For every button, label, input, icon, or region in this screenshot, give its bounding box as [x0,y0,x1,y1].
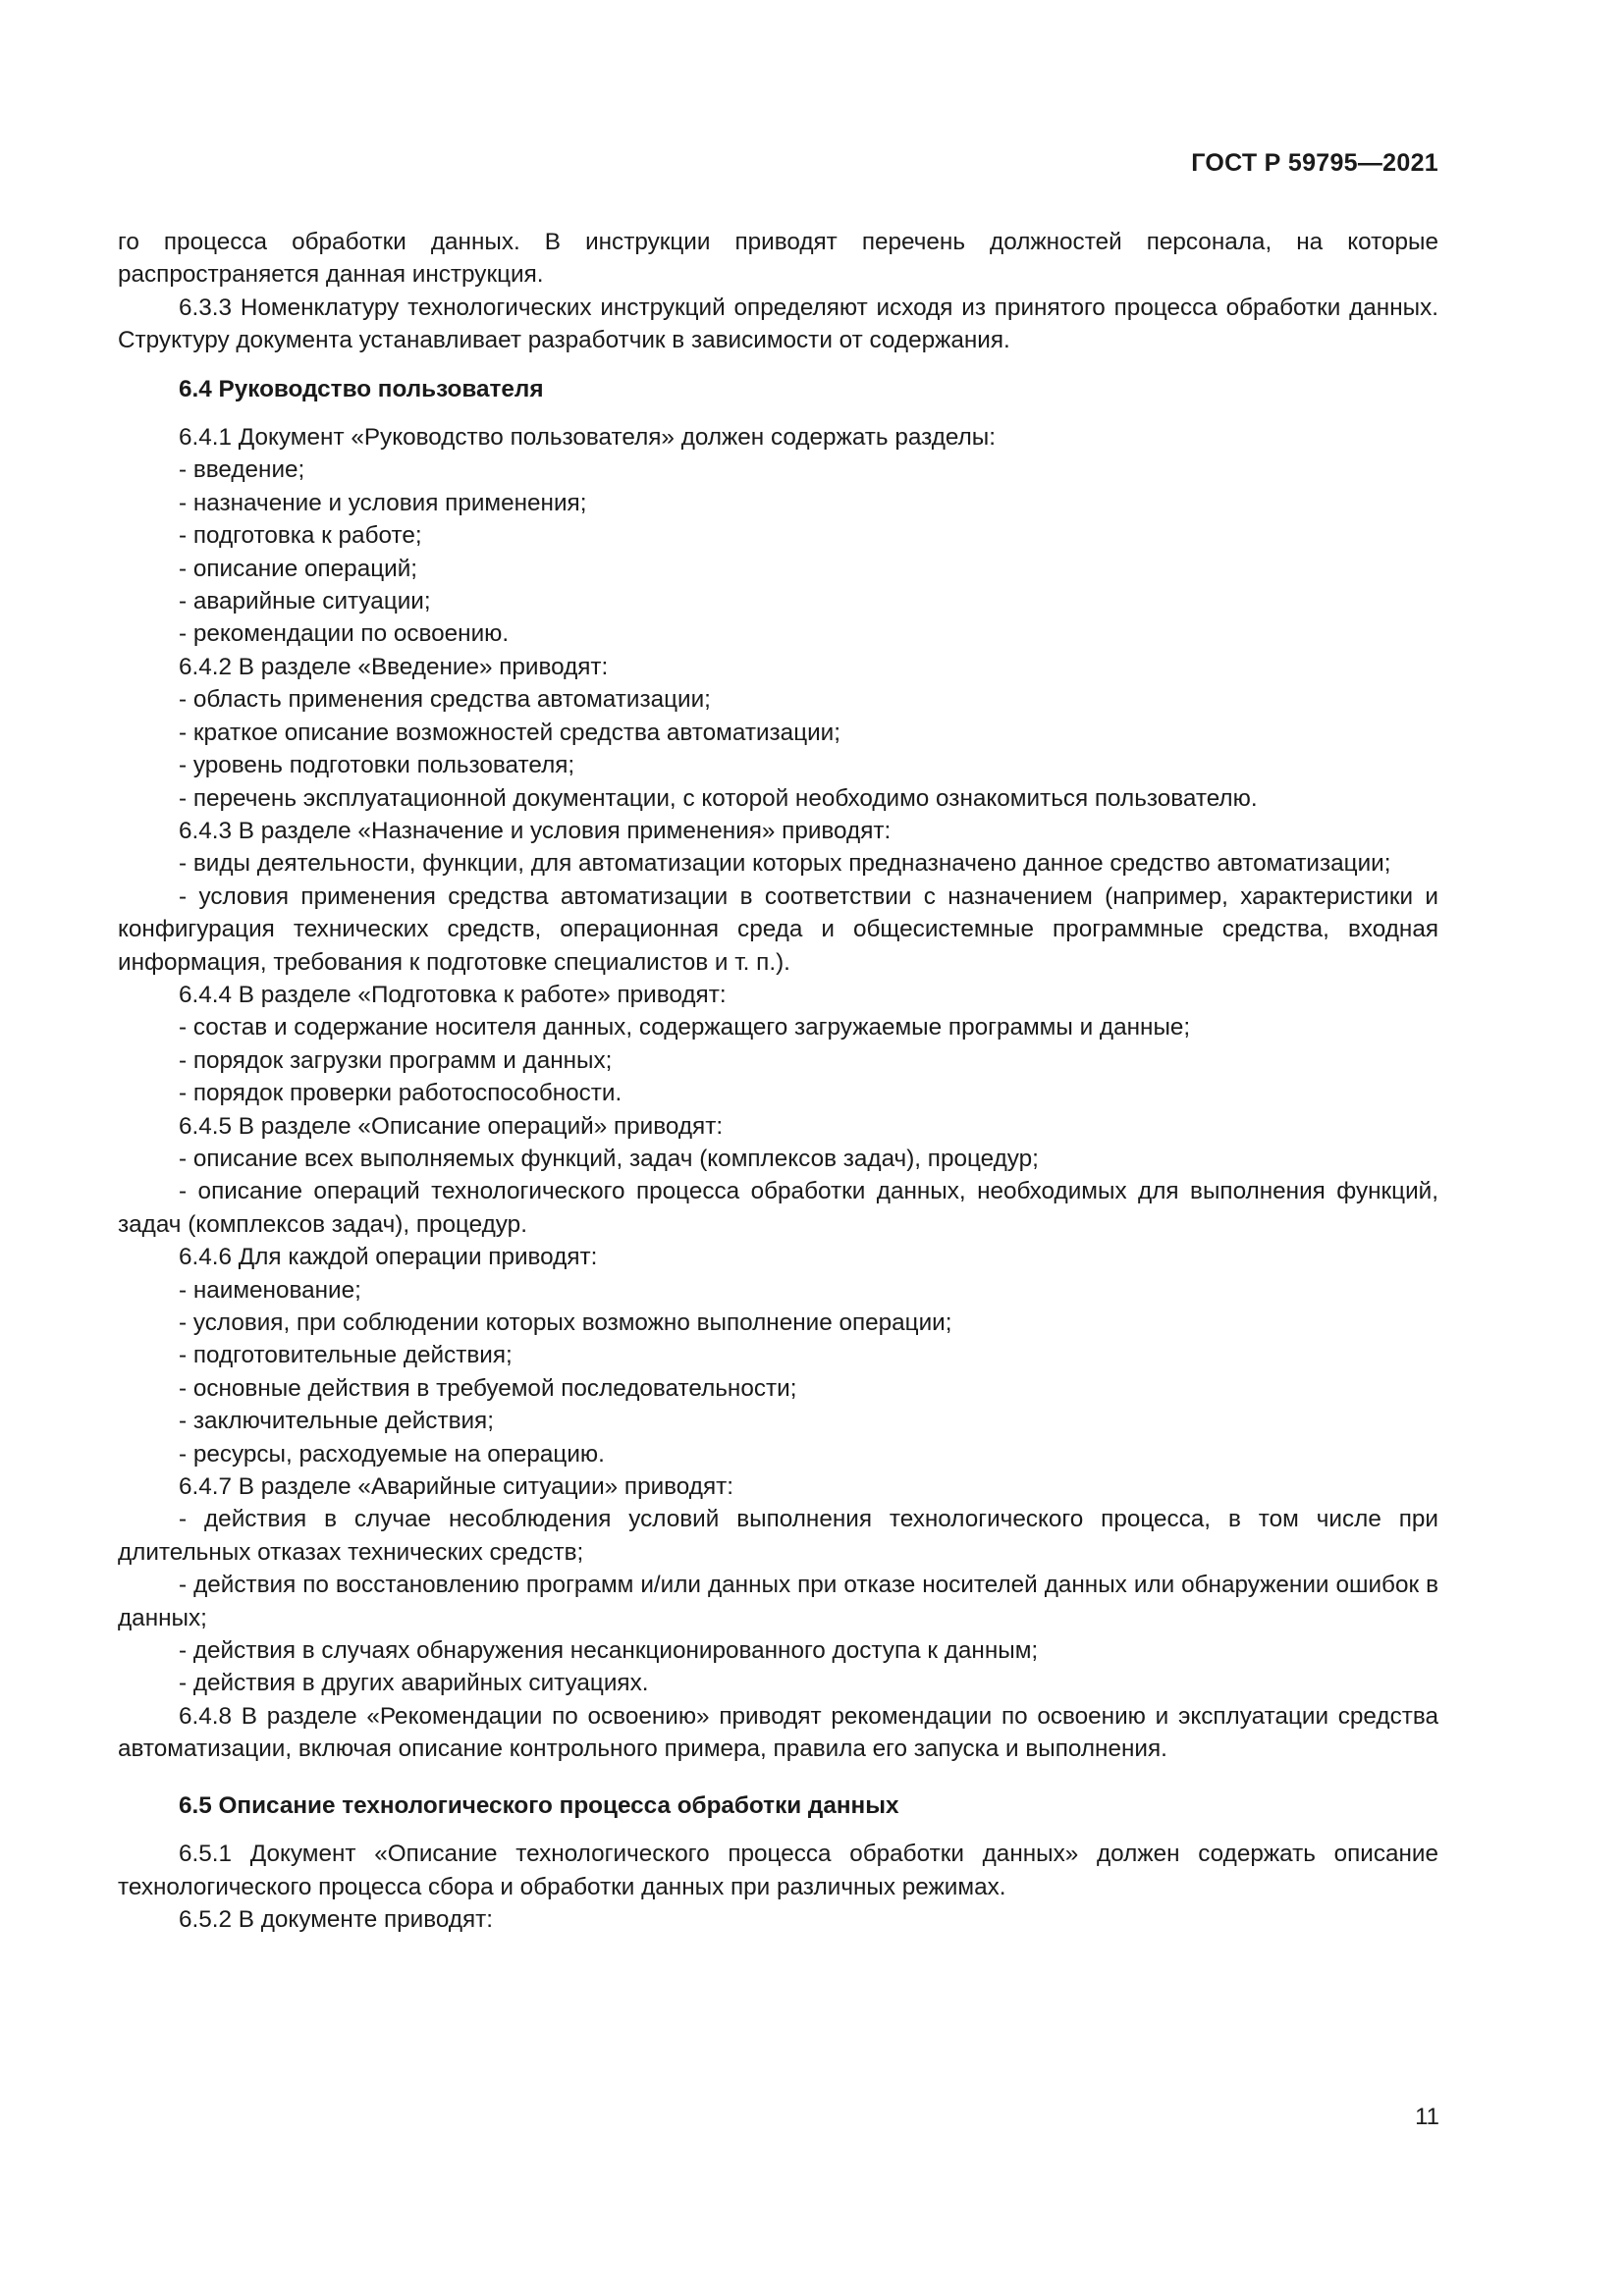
list-item: - краткое описание возможностей средства автоматизации; [179,719,841,746]
paragraph: 6.4.2 В разделе «Введение» приводят: [179,653,609,680]
paragraph: 6.4.4 В разделе «Подготовка к работе» приводят: [179,981,727,1008]
paragraph: 6.5.2 В документе приводят: [179,1905,494,1933]
list-item: - описание всех выполняемых функций, задач (комплексов задач), процедур; [179,1145,1039,1172]
page-number: 11 [1415,2104,1439,2130]
list-item: - ресурсы, расходуемые на операцию. [179,1440,605,1468]
list-item: - назначение и условия применения; [179,489,587,516]
list-item: - заключительные действия; [179,1408,494,1435]
paragraph: го процесса обработки данных. В инструкции приводят перечень должностей персонала, на которые распространяется данная инструкция. [118,229,1438,289]
paragraph: 6.4.5 В разделе «Описание операций» приводят: [179,1112,724,1140]
list-item: - подготовительные действия; [179,1342,513,1369]
list-item: - перечень эксплуатационной документации, с которой необходимо ознакомиться пользователю. [179,784,1258,812]
list-item: - описание операций; [179,555,418,582]
paragraph: 6.3.3 Номенклатуру технологических инструкций определяют исходя из принятого процесса обработки данных. Структуру документа устанавливает разработчик в зависимости от содержания. [118,294,1438,354]
list-item: - основные действия в требуемой последовательности; [179,1374,797,1402]
list-item: - наименование; [179,1276,361,1304]
list-item: - виды деятельности, функции, для автоматизации которых предназначено данное средство автоматизации; [179,850,1391,878]
section-heading: 6.5 Описание технологического процесса обработки данных [179,1791,899,1819]
list-item: - порядок проверки работоспособности. [179,1080,623,1107]
list-item: - условия, при соблюдении которых возможно выполнение операции; [179,1309,952,1336]
list-item: - введение; [179,456,305,484]
list-item: - область применения средства автоматизации; [179,686,711,714]
list-item: - описание операций технологического процесса обработки данных, необходимых для выполнения функций, задач (комплексов задач), процедур. [118,1178,1438,1238]
list-item: - уровень подготовки пользователя; [179,752,575,779]
list-item: - подготовка к работе; [179,522,422,550]
list-item: - действия по восстановлению программ и/или данных при отказе носителей данных или обнаружении ошибок в данных; [118,1572,1438,1631]
paragraph: 6.4.7 В разделе «Аварийные ситуации» приводят: [179,1473,733,1501]
list-item: - рекомендации по освоению. [179,620,510,648]
document-code: ГОСТ Р 59795—2021 [1191,149,1438,177]
list-item: - действия в других аварийных ситуациях. [179,1670,649,1697]
paragraph: 6.4.1 Документ «Руководство пользователя» должен содержать разделы: [179,424,996,452]
list-item: - действия в случае несоблюдения условий выполнения технологического процесса, в том числе при длительных отказах технических средств; [118,1506,1438,1566]
list-item: - порядок загрузки программ и данных; [179,1046,613,1074]
list-item: - состав и содержание носителя данных, содержащего загружаемые программы и данные; [179,1014,1191,1041]
page-body [118,226,1438,1936]
paragraph: 6.4.3 В разделе «Назначение и условия применения» приводят: [179,817,892,844]
section-heading: 6.4 Руководство пользователя [179,375,544,402]
list-item: - условия применения средства автоматизации в соответствии с назначением (например, характеристики и конфигурация технических средств, операционная среда и общесистемные программные средства, входная информация, требования к подготовке специалистов и т. п.). [118,882,1438,976]
paragraph: 6.4.6 Для каждой операции приводят: [179,1244,598,1271]
list-item: - действия в случаях обнаружения несанкционированного доступа к данным; [179,1637,1039,1665]
paragraph: 6.4.8 В разделе «Рекомендации по освоению» приводят рекомендации по освоению и эксплуатации средства автоматизации, включая описание контрольного примера, правила его запуска и выполнения. [118,1702,1438,1763]
paragraph: 6.5.1 Документ «Описание технологического процесса обработки данных» должен содержать описание технологического процесса сбора и обработки данных при различных режимах. [118,1841,1438,1900]
list-item: - аварийные ситуации; [179,588,431,615]
